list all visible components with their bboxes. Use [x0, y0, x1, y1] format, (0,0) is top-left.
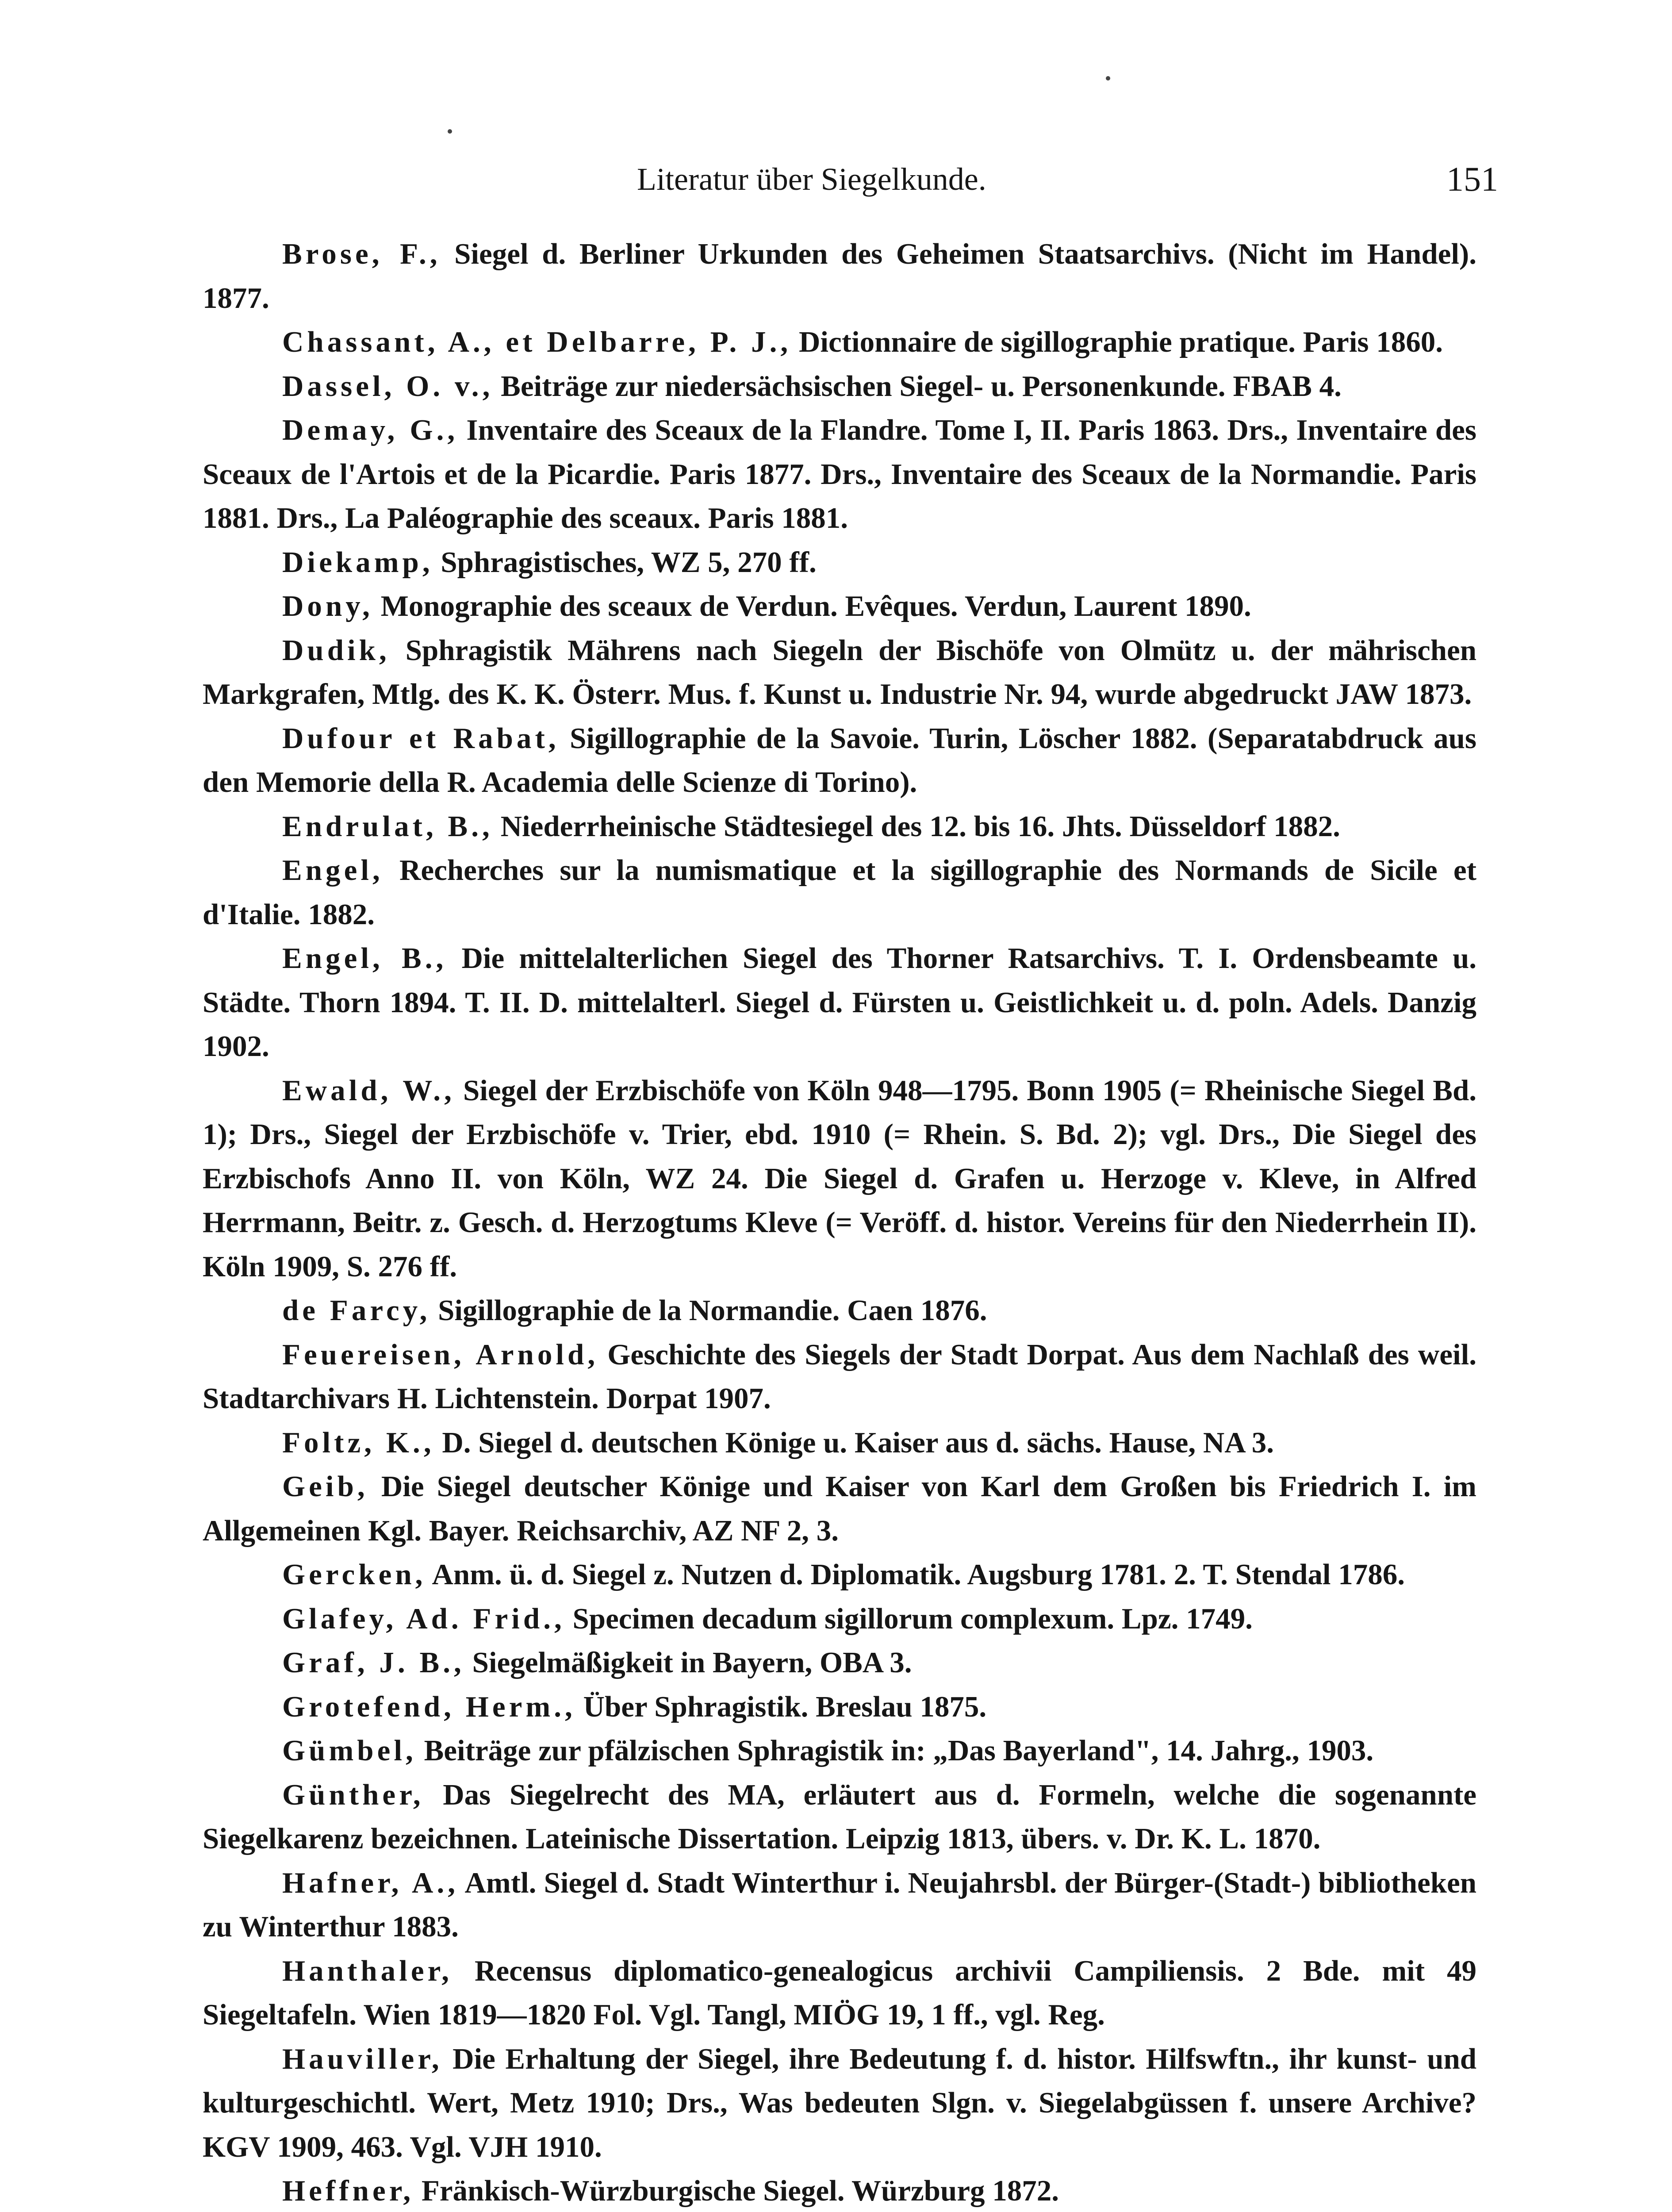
entry-author: Heffner,: [282, 2174, 414, 2207]
entry-text: D. Siegel d. deutschen Könige u. Kaiser aus d. sächs. Hause, NA 3.: [434, 1426, 1274, 1459]
entry-text: Siegel der Erzbischöfe von Köln 948—1795. Bonn 1905 (= Rheinische Siegel Bd. 1); Drs., Siegel der Erzbischöfe v. Trier, ebd. 1910 (= Rhein. S. Bd. 2); vgl. Drs., Die Siegel des Erzbischofs Anno II. von Köln, WZ 24. Die Siegel d. Grafen u. Herzoge v. Kleve, in Alfred Herrmann, Beitr. z. Gesch. d. Herzogtums Kleve (= Veröff. d. histor. Vereins für den Niederrhein II). Köln 1909, S. 276 ff.: [203, 1074, 1476, 1283]
bibliography-entry: [203, 1773, 1476, 1861]
entry-author: Gercken,: [282, 1558, 426, 1591]
entry-author: Dudik,: [282, 634, 390, 667]
bibliography-entry: [203, 1421, 1476, 1465]
bibliography-entry: [203, 408, 1476, 541]
entry-text: Die Erhaltung der Siegel, ihre Bedeutung f. d. histor. Hilfswftn., ihr kunst- und kulturgeschichtl. Wert, Metz 1910; Drs., Was bedeuten Slgn. v. Siegelabgüssen f. unsere Archive? KGV 1909, 463. Vgl. VJH 1910.: [203, 2042, 1476, 2163]
entry-author: Demay, G.,: [282, 414, 459, 446]
bibliography-entry: [203, 1289, 1476, 1333]
entry-text: Beiträge zur niedersächsischen Siegel- u. Personenkunde. FBAB 4.: [493, 369, 1342, 403]
bibliography-entry: [203, 849, 1476, 937]
page-header: [0, 153, 1672, 206]
entry-author: Diekamp,: [282, 545, 433, 579]
bibliography-entry: [203, 717, 1476, 805]
bibliography-entry: [203, 1949, 1476, 2037]
bibliography-entry: [203, 1861, 1476, 1949]
bibliography-entry: [203, 1465, 1476, 1553]
entry-author: Günther,: [282, 1778, 424, 1811]
bibliography-entry: [203, 1685, 1476, 1729]
entry-author: Feuereisen, Arnold,: [282, 1338, 599, 1371]
entry-author: Hanthaler,: [282, 1954, 453, 1987]
bibliography-entry: [203, 1333, 1476, 1421]
entry-author: Ewald, W.,: [282, 1074, 455, 1107]
print-speck: [448, 129, 452, 134]
entry-author: Dony,: [282, 590, 373, 622]
entry-author: Engel,: [282, 854, 383, 887]
entry-text: Siegelmäßigkeit in Bayern, OBA 3.: [464, 1646, 912, 1679]
entry-text: Über Sphragistik. Breslau 1875.: [575, 1690, 987, 1723]
entry-author: Brose, F.,: [282, 238, 441, 270]
bibliography-entry: [203, 2169, 1476, 2212]
page-number: 151: [1446, 160, 1498, 198]
bibliography-entry: [203, 1069, 1476, 1289]
entry-author: Hauviller,: [282, 2042, 443, 2075]
bibliography-entry: [203, 320, 1476, 365]
entry-text: Geschichte des Siegels der Stadt Dorpat. Aus dem Nachlaß des weil. Stadtarchivars H. Lichtenstein. Dorpat 1907.: [203, 1338, 1476, 1415]
entry-text: Die Siegel deutscher Könige und Kaiser von Karl dem Großen bis Friedrich I. im Allgemeinen Kgl. Bayer. Reichsarchiv, AZ NF 2, 3.: [203, 1470, 1476, 1547]
entry-text: Niederrheinische Städtesiegel des 12. bis 16. Jhts. Düsseldorf 1882.: [493, 810, 1340, 843]
entry-author: Endrulat, B.,: [282, 810, 493, 843]
bibliography-entry: [203, 1641, 1476, 1685]
entry-text: Sphragistik Mährens nach Siegeln der Bischöfe von Olmütz u. der mährischen Markgrafen, Mtlg. des K. K. Österr. Mus. f. Kunst u. Industrie Nr. 94, wurde abgedruckt JAW 1873.: [203, 634, 1476, 710]
bibliography-entry: [203, 1553, 1476, 1597]
bibliography-entry: [203, 541, 1476, 585]
entry-author: Graf, J. B.,: [282, 1646, 465, 1679]
entry-text: Amtl. Siegel d. Stadt Winterthur i. Neujahrsbl. der Bürger-(Stadt-) bibliotheken zu Winterthur 1883.: [203, 1866, 1476, 1943]
bibliography-entry: [203, 2037, 1476, 2170]
entry-author: Gümbel,: [282, 1734, 417, 1767]
entry-author: Dassel, O. v.,: [282, 369, 494, 403]
bibliography-entry: [203, 1729, 1476, 1773]
entry-author: Engel, B.,: [282, 942, 447, 975]
entry-text: Recensus diplomatico-genealogicus archivii Campiliensis. 2 Bde. mit 49 Siegeltafeln. Wien 1819—1820 Fol. Vgl. Tangl, MIÖG 19, 1 ff., vgl. Reg.: [203, 1954, 1476, 2031]
entry-author: Glafey, Ad. Frid.,: [282, 1602, 565, 1635]
entry-author: Hafner, A.,: [282, 1866, 459, 1899]
entry-text: Die mittelalterlichen Siegel des Thorner Ratsarchivs. T. I. Ordensbeamte u. Städte. Thorn 1894. T. II. D. mittelalterl. Siegel d. Fürsten u. Geistlichkeit u. d. poln. Adels. Danzig 1902.: [203, 942, 1476, 1063]
entry-text: Sigillographie de la Normandie. Caen 1876.: [430, 1294, 987, 1327]
bibliography-entry: [203, 584, 1476, 629]
bibliography-entry: [203, 365, 1476, 409]
entry-author: Foltz, K.,: [282, 1426, 435, 1459]
entry-text: Inventaire des Sceaux de la Flandre. Tome I, II. Paris 1863. Drs., Inventaire des Sceaux de l'Artois et de la Picardie. Paris 1877. Drs., Inventaire des Sceaux de la Normandie. Paris 1881. Drs., La Paléographie des sceaux. Paris 1881.: [203, 414, 1476, 534]
bibliography-entry: [203, 937, 1476, 1069]
bibliography-entry: [203, 1597, 1476, 1641]
entry-author: Dufour et Rabat,: [282, 722, 560, 755]
bibliography-entry: [203, 629, 1476, 717]
print-speck: [1106, 76, 1110, 81]
bibliography-list: [203, 232, 1476, 2212]
entry-author: de Farcy,: [282, 1294, 431, 1327]
entry-text: Anm. ü. d. Siegel z. Nutzen d. Diplomatik. Augsburg 1781. 2. T. Stendal 1786.: [426, 1558, 1405, 1591]
entry-text: Recherches sur la numismatique et la sigillographie des Normands de Sicile et d'Italie. 1882.: [203, 854, 1476, 931]
entry-text: Siegel d. Berliner Urkunden des Geheimen Staatsarchivs. (Nicht im Handel). 1877.: [203, 238, 1476, 315]
bibliography-entry: [203, 805, 1476, 849]
entry-text: Beiträge zur pfälzischen Sphragistik in: „Das Bayerland", 14. Jahrg., 1903.: [416, 1734, 1374, 1767]
entry-text: Sphragistisches, WZ 5, 270 ff.: [433, 545, 817, 579]
entry-text: Fränkisch-Würzburgische Siegel. Würzburg 1872.: [414, 2174, 1059, 2207]
entry-author: Grotefend, Herm.,: [282, 1690, 576, 1723]
entry-text: Dictionnaire de sigillographie pratique. Paris 1860.: [791, 326, 1443, 358]
entry-text: Sigillographie de la Savoie. Turin, Löscher 1882. (Separatabdruck aus den Memorie della R. Academia delle Scienze di Torino).: [203, 722, 1477, 799]
entry-text: Das Siegelrecht des MA, erläutert aus d. Formeln, welche die sogenannte Siegelkarenz bezeichnen. Lateinische Dissertation. Leipzig 1813, übers. v. Dr. K. L. 1870.: [203, 1778, 1476, 1855]
entry-author: Chassant, A., et Delbarre, P. J.,: [282, 326, 792, 358]
entry-text: Monographie des sceaux de Verdun. Evêques. Verdun, Laurent 1890.: [373, 590, 1251, 622]
running-title: Literatur über Siegelkunde.: [637, 161, 986, 197]
bibliography-entry: [203, 232, 1476, 320]
entry-text: Specimen decadum sigillorum complexum. Lpz. 1749.: [565, 1602, 1253, 1635]
entry-author: Geib,: [282, 1470, 368, 1503]
